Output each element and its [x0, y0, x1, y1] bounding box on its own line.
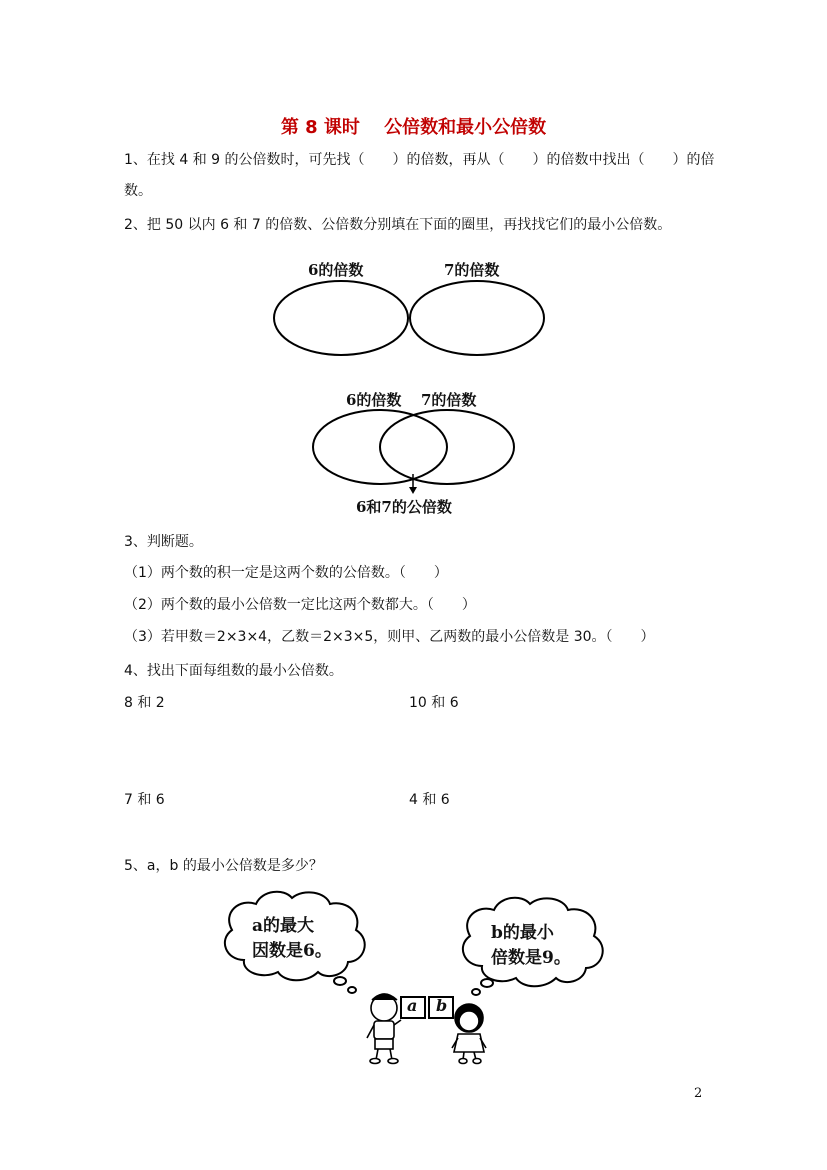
question-3-item-3: （3）若甲数＝2×3×4，乙数＝2×3×5，则甲、乙两数的最小公倍数是 30。（ ）: [124, 629, 655, 645]
page-number: 2: [694, 1086, 703, 1101]
question-3-item-2: （2）两个数的最小公倍数一定比这两个数都大。（ ）: [124, 597, 476, 613]
label-multiples-of-7-venn: 7的倍数: [421, 391, 477, 409]
label-multiples-of-7: 7的倍数: [444, 261, 500, 279]
ellipse-multiples-6: [274, 281, 408, 355]
arrow-head: [409, 487, 417, 494]
cloud-left-line-2: 因数是6。: [252, 941, 332, 961]
pair-7-and-6: 7 和 6: [124, 792, 165, 808]
question-1-line-1: 1、在找 4 和 9 的公倍数时，可先找（ ）的倍数，再从（ ）的倍数中找出（ ）的倍: [124, 152, 715, 168]
question-2-text: 2、把 50 以内 6 和 7 的倍数、公倍数分别填在下面的圈里，再找找它们的最小公倍数。: [124, 217, 672, 233]
question-1-line-2: 数。: [124, 183, 152, 199]
girl-figure: [452, 1004, 486, 1064]
page-title: 第 8 课时 公倍数和最小公倍数: [280, 117, 547, 138]
card-b-label: b: [436, 996, 448, 1015]
label-common-multiples: 6和7的公倍数: [356, 498, 452, 516]
question-5-text: 5、a，b 的最小公倍数是多少？: [124, 858, 323, 874]
cloud-right-line-2: 倍数是9。: [491, 948, 571, 968]
label-multiples-of-6-venn: 6的倍数: [346, 391, 402, 409]
pair-8-and-2: 8 和 2: [124, 695, 165, 711]
pair-4-and-6: 4 和 6: [409, 792, 450, 808]
boy-figure: [367, 994, 401, 1064]
question-3-text: 3、判断题。: [124, 534, 203, 550]
cloud-left-line-1: a的最大: [252, 916, 315, 936]
ellipse-multiples-7: [410, 281, 544, 355]
pair-10-and-6: 10 和 6: [409, 695, 459, 711]
card-a-label: a: [407, 996, 418, 1015]
question-4-text: 4、找出下面每组数的最小公倍数。: [124, 663, 343, 679]
question-3-item-1: （1）两个数的积一定是这两个数的公倍数。（ ）: [124, 565, 448, 581]
cloud-right-line-1: b的最小: [491, 923, 554, 943]
label-multiples-of-6: 6的倍数: [308, 261, 364, 279]
